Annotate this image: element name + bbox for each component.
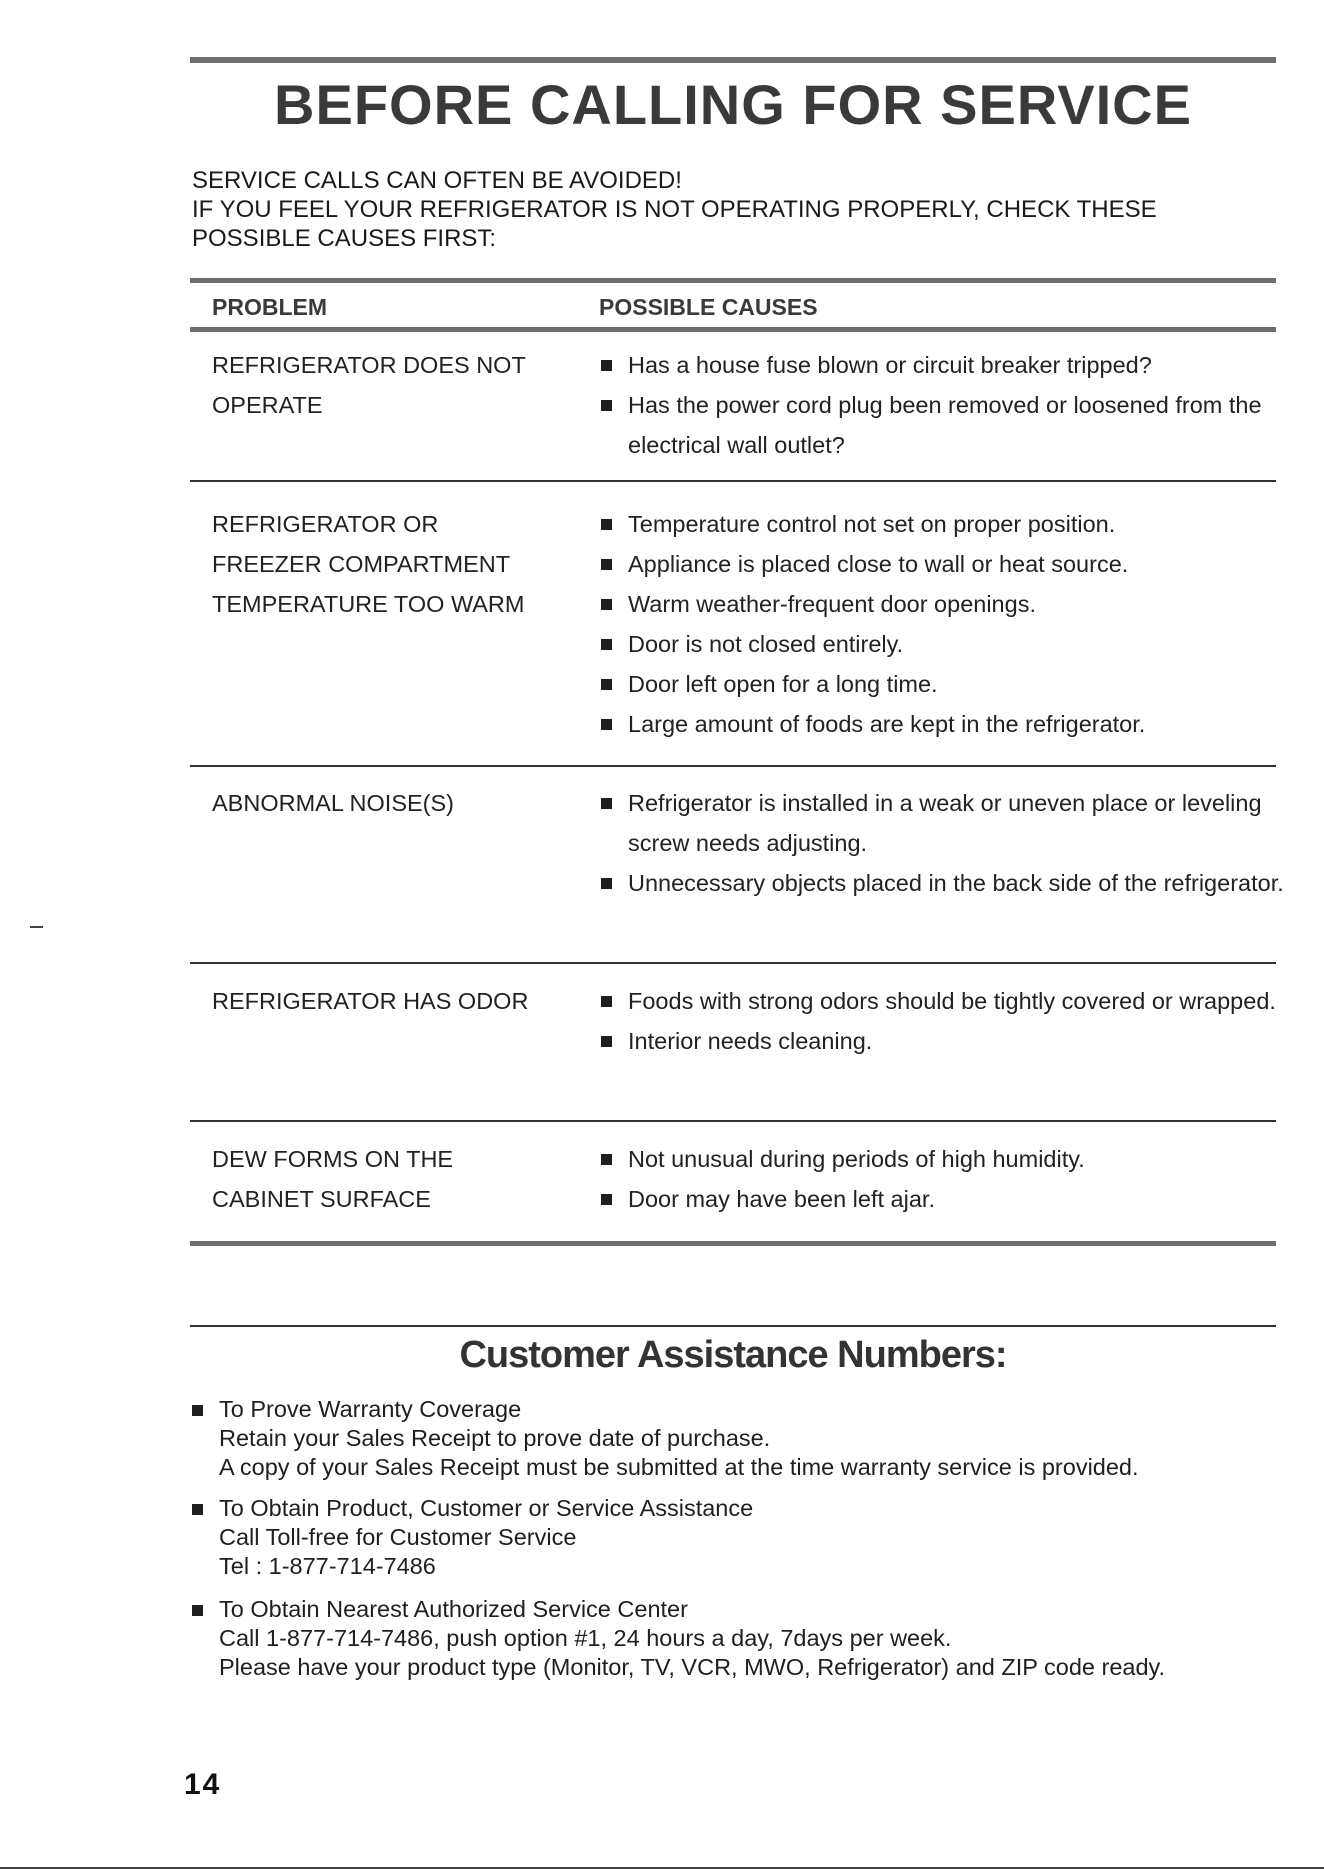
cause-item <box>599 624 1289 664</box>
header-bottom-rule <box>190 327 1276 332</box>
intro-line: POSSIBLE CAUSES FIRST: <box>192 225 497 252</box>
problem-line: OPERATE <box>212 392 323 418</box>
cause-item <box>599 1179 1289 1219</box>
causes-list <box>599 783 1289 903</box>
causes-list <box>599 345 1289 465</box>
causes-list <box>599 1139 1289 1219</box>
assistance-heading: To Obtain Nearest Authorized Service Center <box>219 1596 688 1622</box>
bullet-square-icon <box>601 1154 612 1165</box>
cause-item <box>599 981 1289 1021</box>
cause-text: Interior needs cleaning. <box>628 1028 873 1054</box>
problem-cell <box>212 345 592 425</box>
causes-list <box>599 504 1289 744</box>
cause-text: Foods with strong odors should be tightly covered or wrapped. <box>628 988 1276 1014</box>
cause-text: Appliance is placed close to wall or heat source. <box>628 551 1129 577</box>
bullet-square-icon <box>601 719 612 730</box>
problem-line: CABINET SURFACE <box>212 1186 431 1212</box>
cause-text: Not unusual during periods of high humidity. <box>628 1146 1085 1172</box>
bullet-square-icon <box>192 1504 203 1515</box>
assistance-item <box>190 1595 1165 1682</box>
assistance-line: A copy of your Sales Receipt must be submitted at the time warranty service is provided. <box>219 1454 1139 1480</box>
cause-text: Has a house fuse blown or circuit breaker tripped? <box>628 352 1152 378</box>
margin-mark <box>30 926 43 928</box>
cause-item <box>599 385 1289 465</box>
cause-item <box>599 704 1289 744</box>
phone-number: Tel : 1-877-714-7486 <box>219 1553 436 1579</box>
bullet-square-icon <box>601 519 612 530</box>
assistance-line: Please have your product type (Monitor, TV, VCR, MWO, Refrigerator) and ZIP code ready. <box>219 1654 1166 1680</box>
cause-text: Door is not closed entirely. <box>628 631 904 657</box>
problem-cell <box>212 783 592 823</box>
row-divider <box>190 1120 1276 1122</box>
page-number: 14 <box>184 1768 222 1801</box>
section-top-rule <box>190 1325 1276 1327</box>
problem-line: REFRIGERATOR DOES NOT <box>212 352 526 378</box>
customer-assistance-title: Customer Assistance Numbers: <box>459 1334 1007 1376</box>
table-bottom-rule <box>190 1241 1276 1246</box>
assistance-line: Retain your Sales Receipt to prove date of purchase. <box>219 1425 771 1451</box>
cause-text: Refrigerator is installed in a weak or uneven place or leveling screw needs adjusting. <box>628 790 1262 856</box>
bullet-square-icon <box>601 1194 612 1205</box>
bullet-square-icon <box>601 798 612 809</box>
cause-item <box>599 783 1289 863</box>
bullet-square-icon <box>601 599 612 610</box>
bullet-square-icon <box>601 996 612 1007</box>
intro-text <box>192 166 1157 253</box>
bullet-square-icon <box>601 360 612 371</box>
bullet-square-icon <box>601 679 612 690</box>
bullet-square-icon <box>601 878 612 889</box>
page-title: BEFORE CALLING FOR SERVICE <box>274 73 1192 136</box>
cause-text: Unnecessary objects placed in the back side of the refrigerator. <box>628 870 1284 896</box>
problem-line: DEW FORMS ON THE <box>212 1146 454 1172</box>
column-header-problem: PROBLEM <box>212 294 327 320</box>
bullet-square-icon <box>601 1036 612 1047</box>
problem-cell <box>212 504 592 624</box>
table-top-rule <box>190 278 1276 283</box>
cause-text: Warm weather-frequent door openings. <box>628 591 1036 617</box>
cause-text: Has the power cord plug been removed or loosened from the electrical wall outlet? <box>628 392 1262 458</box>
intro-line: IF YOU FEEL YOUR REFRIGERATOR IS NOT OPERATING PROPERLY, CHECK THESE <box>192 196 1157 223</box>
bullet-square-icon <box>192 1605 203 1616</box>
problem-line: REFRIGERATOR OR <box>212 511 439 537</box>
problem-line: FREEZER COMPARTMENT <box>212 551 511 577</box>
bullet-square-icon <box>192 1405 203 1416</box>
assistance-item <box>190 1494 753 1581</box>
assistance-line: Call Toll-free for Customer Service <box>219 1524 577 1550</box>
cause-item <box>599 345 1289 385</box>
cause-text: Temperature control not set on proper position. <box>628 511 1116 537</box>
cause-item <box>599 1139 1289 1179</box>
assistance-heading: To Obtain Product, Customer or Service Assistance <box>219 1495 754 1521</box>
problem-line: ABNORMAL NOISE(S) <box>212 790 454 816</box>
assistance-item <box>190 1395 1139 1482</box>
row-divider <box>190 962 1276 964</box>
cause-item <box>599 1021 1289 1061</box>
cause-text: Large amount of foods are kept in the refrigerator. <box>628 711 1146 737</box>
intro-line: SERVICE CALLS CAN OFTEN BE AVOIDED! <box>192 167 682 194</box>
column-header-causes: POSSIBLE CAUSES <box>599 294 818 320</box>
bullet-square-icon <box>601 639 612 650</box>
causes-list <box>599 981 1289 1061</box>
cause-item <box>599 664 1289 704</box>
problem-line: REFRIGERATOR HAS ODOR <box>212 988 529 1014</box>
row-divider <box>190 480 1276 482</box>
cause-item <box>599 504 1289 544</box>
bullet-square-icon <box>601 400 612 411</box>
cause-text: Door may have been left ajar. <box>628 1186 935 1212</box>
cause-item <box>599 863 1289 903</box>
assistance-line: Call 1-877-714-7486, push option #1, 24 hours a day, 7days per week. <box>219 1625 952 1651</box>
bullet-square-icon <box>601 559 612 570</box>
row-divider <box>190 765 1276 767</box>
title-top-rule <box>190 57 1276 63</box>
problem-line: TEMPERATURE TOO WARM <box>212 591 525 617</box>
assistance-heading: To Prove Warranty Coverage <box>219 1396 522 1422</box>
scan-bottom-edge <box>0 1867 1324 1869</box>
cause-item <box>599 584 1289 624</box>
problem-cell <box>212 981 592 1021</box>
cause-text: Door left open for a long time. <box>628 671 938 697</box>
problem-cell <box>212 1139 592 1219</box>
cause-item <box>599 544 1289 584</box>
